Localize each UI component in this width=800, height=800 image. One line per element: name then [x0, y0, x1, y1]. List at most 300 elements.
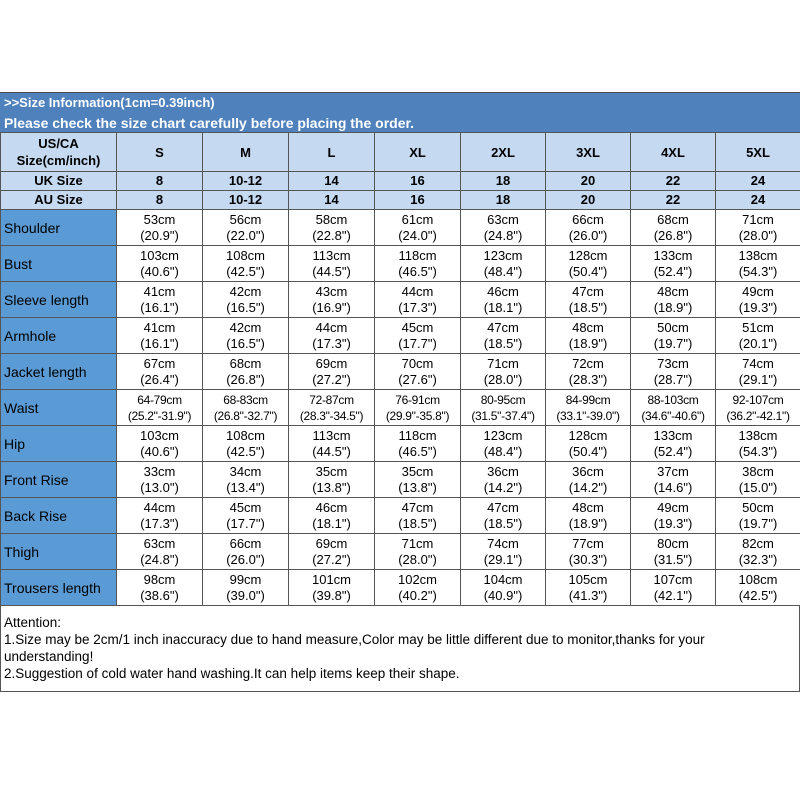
cm-value: 46cm	[315, 499, 348, 515]
measurement-cell	[716, 462, 800, 498]
au-size-cell: 16	[375, 191, 461, 210]
measurement-label: Bust	[1, 246, 117, 282]
inch-value: (42.5")	[226, 443, 265, 459]
measurement-cell	[716, 498, 800, 534]
us-size-header-line2: Size(cm/inch)	[16, 153, 101, 168]
us-size-header	[1, 133, 117, 172]
measurement-cell	[289, 210, 375, 246]
measurement-label: Jacket length	[1, 354, 117, 390]
measurement-cell	[375, 318, 461, 354]
inch-value: (18.1")	[312, 515, 351, 531]
measurement-cell	[461, 354, 546, 390]
cm-value: 105cm	[568, 571, 608, 587]
cm-value: 56cm	[229, 211, 262, 227]
cm-value: 76-91cm	[395, 392, 440, 407]
cm-value: 98cm	[143, 571, 176, 587]
inch-value: (54.3")	[738, 263, 778, 279]
cm-value: 108cm	[738, 571, 778, 587]
cm-value: 48cm	[572, 499, 604, 515]
measurement-cell	[203, 390, 289, 426]
inch-value: (28.7")	[653, 371, 693, 387]
inch-value: (31.5"-37.4")	[471, 408, 535, 423]
inch-value: (29.1")	[483, 551, 523, 567]
inch-value: (28.0")	[398, 551, 437, 567]
cm-value: 84-99cm	[565, 392, 611, 407]
measurement-cell	[289, 570, 375, 606]
measurement-label: Trousers length	[1, 570, 117, 606]
measurement-cell	[631, 462, 716, 498]
measurement-cell	[289, 282, 375, 318]
inch-value: (42.5")	[226, 263, 265, 279]
inch-value: (13.0")	[140, 479, 179, 495]
measurement-row	[1, 462, 800, 498]
measurement-cell	[375, 390, 461, 426]
inch-value: (39.0")	[226, 587, 265, 603]
cm-value: 123cm	[483, 247, 523, 263]
measurement-cell	[117, 246, 203, 282]
measurement-cell	[203, 570, 289, 606]
size-check-notice: Please check the size chart carefully before placing the order.	[4, 115, 415, 131]
us-size-cell: XL	[375, 133, 461, 172]
attention-title: Attention:	[4, 615, 62, 630]
inch-value: (17.7")	[398, 335, 437, 351]
cm-value: 71cm	[742, 211, 774, 227]
cm-value: 80-95cm	[480, 392, 526, 407]
inch-value: (27.6")	[398, 371, 437, 387]
inch-value: (20.1")	[738, 335, 778, 351]
cm-value: 41cm	[143, 283, 176, 299]
measurement-cell	[461, 210, 546, 246]
au-size-header: AU Size	[1, 191, 117, 210]
cm-value: 66cm	[572, 211, 604, 227]
cm-value: 41cm	[143, 319, 176, 335]
cm-value: 128cm	[568, 247, 608, 263]
attention-line-3: 2.Suggestion of cold water hand washing.It can help items keep their shape.	[4, 666, 460, 681]
cm-value: 77cm	[572, 535, 604, 551]
inch-value: (39.8")	[312, 587, 351, 603]
cm-value: 43cm	[315, 283, 348, 299]
measurement-row	[1, 570, 800, 606]
us-size-cell: M	[203, 133, 289, 172]
cm-value: 50cm	[657, 319, 689, 335]
measurement-cell	[716, 246, 800, 282]
cm-value: 35cm	[401, 463, 434, 479]
cm-value: 49cm	[742, 283, 774, 299]
cm-value: 49cm	[657, 499, 689, 515]
measurement-cell	[716, 318, 800, 354]
us-size-cell: 2XL	[461, 133, 546, 172]
cm-value: 42cm	[229, 283, 262, 299]
measurement-cell	[375, 426, 461, 462]
au-size-cell: 20	[546, 191, 631, 210]
measurement-cell	[289, 318, 375, 354]
inch-value: (26.8"-32.7")	[213, 408, 278, 423]
measurement-cell	[631, 570, 716, 606]
measurement-cell	[716, 390, 800, 426]
measurement-cell	[117, 390, 203, 426]
uk-size-cell: 20	[546, 172, 631, 191]
measurement-cell	[631, 354, 716, 390]
measurement-cell	[375, 462, 461, 498]
inch-value: (42.5")	[738, 587, 778, 603]
au-size-cell: 14	[289, 191, 375, 210]
inch-value: (16.5")	[226, 335, 265, 351]
uk-size-cell: 18	[461, 172, 546, 191]
measurement-row	[1, 354, 800, 390]
cm-value: 118cm	[398, 247, 437, 263]
measurement-cell	[203, 462, 289, 498]
inch-value: (24.8")	[140, 551, 179, 567]
measurement-cell	[716, 210, 800, 246]
measurement-row	[1, 426, 800, 462]
measurement-row	[1, 282, 800, 318]
measurement-cell	[716, 354, 800, 390]
measurement-cell	[375, 354, 461, 390]
measurement-label: Hip	[1, 426, 117, 462]
cm-value: 74cm	[742, 355, 774, 371]
measurement-cell	[117, 534, 203, 570]
measurement-cell	[716, 426, 800, 462]
cm-value: 101cm	[311, 571, 352, 587]
inch-value: (42.1")	[653, 587, 693, 603]
inch-value: (27.2")	[312, 551, 351, 567]
cm-value: 74cm	[487, 535, 519, 551]
inch-value: (26.0")	[226, 551, 265, 567]
us-size-header-line1: US/CA	[38, 136, 79, 151]
inch-value: (18.5")	[398, 515, 437, 531]
cm-value: 108cm	[225, 247, 266, 263]
cm-value: 42cm	[229, 319, 262, 335]
inch-value: (13.4")	[226, 479, 265, 495]
measurement-cell	[117, 462, 203, 498]
cm-value: 47cm	[487, 499, 519, 515]
cm-value: 68-83cm	[223, 392, 268, 407]
measurement-label: Shoulder	[1, 210, 117, 246]
measurement-cell	[117, 570, 203, 606]
measurement-cell	[546, 282, 631, 318]
measurement-row	[1, 390, 800, 426]
inch-value: (40.9")	[483, 587, 523, 603]
us-size-cell: L	[289, 133, 375, 172]
cm-value: 36cm	[572, 463, 604, 479]
measurement-cell	[203, 246, 289, 282]
inch-value: (27.2")	[312, 371, 351, 387]
measurement-cell	[289, 462, 375, 498]
inch-value: (34.6"-40.6")	[641, 408, 705, 423]
inch-value: (19.3")	[738, 299, 778, 315]
measurement-cell	[289, 246, 375, 282]
inch-value: (41.3")	[568, 587, 608, 603]
cm-value: 36cm	[487, 463, 519, 479]
cm-value: 61cm	[401, 211, 434, 227]
inch-value: (18.9")	[653, 299, 693, 315]
inch-value: (26.8")	[653, 227, 693, 243]
inch-value: (18.5")	[483, 515, 523, 531]
measurement-label: Sleeve length	[1, 282, 117, 318]
inch-value: (44.5")	[312, 263, 351, 279]
cm-value: 82cm	[742, 535, 774, 551]
cm-value: 47cm	[572, 283, 604, 299]
measurement-cell	[289, 354, 375, 390]
inch-value: (17.3")	[140, 515, 179, 531]
inch-value: (26.0")	[568, 227, 608, 243]
measurement-cell	[546, 246, 631, 282]
inch-value: (18.5")	[483, 335, 523, 351]
attention-line-1: 1.Size may be 2cm/1 inch inaccuracy due to hand measure,Color may be little different due to monitor,thanks for your	[4, 632, 705, 647]
cm-value: 44cm	[401, 283, 434, 299]
measurement-cell	[117, 318, 203, 354]
measurement-cell	[289, 426, 375, 462]
inch-value: (29.9"-35.8")	[385, 408, 450, 423]
size-chart	[0, 92, 800, 692]
inch-value: (50.4")	[568, 443, 608, 459]
uk-size-cell: 10-12	[203, 172, 289, 191]
measurement-label: Armhole	[1, 318, 117, 354]
measurement-cell	[203, 498, 289, 534]
measurement-cell	[117, 426, 203, 462]
inch-value: (54.3")	[738, 443, 778, 459]
inch-value: (28.0")	[483, 371, 523, 387]
inch-value: (25.2"-31.9")	[127, 408, 192, 423]
cm-value: 35cm	[315, 463, 348, 479]
measurement-cell	[461, 534, 546, 570]
cm-value: 64-79cm	[137, 392, 182, 407]
inch-value: (40.6")	[140, 263, 179, 279]
uk-size-header: UK Size	[1, 172, 117, 191]
measurement-cell	[461, 426, 546, 462]
measurement-cell	[117, 282, 203, 318]
measurement-cell	[203, 282, 289, 318]
cm-value: 113cm	[312, 247, 351, 263]
cm-value: 67cm	[143, 355, 176, 371]
measurement-cell	[546, 390, 631, 426]
us-size-row	[1, 133, 800, 172]
cm-value: 58cm	[315, 211, 348, 227]
measurement-cell	[546, 498, 631, 534]
cm-value: 63cm	[487, 211, 519, 227]
measurement-cell	[203, 354, 289, 390]
cm-value: 72-87cm	[309, 392, 354, 407]
cm-value: 51cm	[742, 319, 774, 335]
measurement-cell	[716, 570, 800, 606]
inch-value: (18.1")	[483, 299, 523, 315]
au-size-cell: 10-12	[203, 191, 289, 210]
cm-value: 53cm	[143, 211, 176, 227]
uk-size-row	[1, 172, 800, 191]
measurement-cell	[631, 534, 716, 570]
inch-value: (26.4")	[140, 371, 179, 387]
cm-value: 70cm	[401, 355, 434, 371]
inch-value: (40.2")	[398, 587, 437, 603]
inch-value: (48.4")	[483, 263, 523, 279]
cm-value: 69cm	[315, 535, 348, 551]
cm-value: 48cm	[657, 283, 689, 299]
measurement-cell	[546, 534, 631, 570]
inch-value: (18.5")	[568, 299, 608, 315]
cm-value: 45cm	[401, 319, 434, 335]
au-size-cell: 8	[117, 191, 203, 210]
measurement-cell	[546, 462, 631, 498]
cm-value: 108cm	[225, 427, 266, 443]
inch-value: (24.8")	[483, 227, 523, 243]
cm-value: 46cm	[487, 283, 519, 299]
uk-size-cell: 16	[375, 172, 461, 191]
measurement-cell	[289, 390, 375, 426]
cm-value: 103cm	[139, 427, 180, 443]
uk-size-cell: 22	[631, 172, 716, 191]
inch-value: (24.0")	[398, 227, 437, 243]
cm-value: 104cm	[483, 571, 523, 587]
measurement-row	[1, 534, 800, 570]
cm-value: 123cm	[483, 427, 523, 443]
inch-value: (48.4")	[483, 443, 523, 459]
measurement-cell	[375, 210, 461, 246]
measurement-cell	[117, 210, 203, 246]
cm-value: 38cm	[742, 463, 774, 479]
measurement-cell	[117, 498, 203, 534]
measurement-cell	[375, 570, 461, 606]
inch-value: (33.1"-39.0")	[556, 408, 620, 423]
au-size-cell: 24	[716, 191, 800, 210]
cm-value: 102cm	[397, 571, 438, 587]
cm-value: 138cm	[738, 427, 778, 443]
cm-value: 133cm	[653, 247, 693, 263]
cm-value: 103cm	[139, 247, 180, 263]
cm-value: 47cm	[487, 319, 519, 335]
measurement-cell	[631, 498, 716, 534]
measurement-cell	[631, 210, 716, 246]
size-info-title: >>Size Information(1cm=0.39inch)	[4, 95, 215, 110]
inch-value: (19.3")	[653, 515, 693, 531]
inch-value: (18.9")	[568, 515, 608, 531]
inch-value: (28.3")	[568, 371, 608, 387]
inch-value: (14.6")	[653, 479, 693, 495]
cm-value: 107cm	[653, 571, 693, 587]
cm-value: 88-103cm	[647, 392, 699, 407]
inch-value: (16.1")	[140, 299, 179, 315]
uk-size-cell: 14	[289, 172, 375, 191]
us-size-cell: 5XL	[716, 133, 800, 172]
measurement-cell	[461, 282, 546, 318]
inch-value: (13.8")	[312, 479, 351, 495]
attention-line-2: understanding!	[4, 649, 94, 664]
cm-value: 48cm	[572, 319, 604, 335]
inch-value: (29.1")	[738, 371, 778, 387]
uk-size-cell: 8	[117, 172, 203, 191]
inch-value: (50.4")	[568, 263, 608, 279]
measurement-cell	[631, 318, 716, 354]
cm-value: 73cm	[657, 355, 689, 371]
inch-value: (14.2")	[568, 479, 608, 495]
cm-value: 33cm	[143, 463, 176, 479]
measurement-cell	[546, 426, 631, 462]
inch-value: (46.5")	[398, 263, 437, 279]
measurement-cell	[203, 426, 289, 462]
measurement-cell	[631, 390, 716, 426]
inch-value: (14.2")	[483, 479, 523, 495]
inch-value: (20.9")	[140, 227, 179, 243]
inch-value: (46.5")	[398, 443, 437, 459]
measurement-row	[1, 210, 800, 246]
au-size-cell: 22	[631, 191, 716, 210]
attention-note	[0, 606, 800, 692]
cm-value: 80cm	[657, 535, 689, 551]
measurement-label: Waist	[1, 390, 117, 426]
measurement-cell	[631, 282, 716, 318]
measurement-cell	[461, 246, 546, 282]
inch-value: (19.7")	[653, 335, 693, 351]
cm-value: 34cm	[229, 463, 262, 479]
measurement-row	[1, 318, 800, 354]
inch-value: (22.8")	[312, 227, 351, 243]
measurement-cell	[461, 318, 546, 354]
cm-value: 63cm	[143, 535, 176, 551]
inch-value: (40.6")	[140, 443, 179, 459]
measurement-cell	[461, 498, 546, 534]
au-size-row	[1, 191, 800, 210]
inch-value: (18.9")	[568, 335, 608, 351]
inch-value: (52.4")	[653, 263, 693, 279]
inch-value: (26.8")	[226, 371, 265, 387]
inch-value: (44.5")	[312, 443, 351, 459]
measurement-cell	[631, 246, 716, 282]
measurement-cell	[461, 570, 546, 606]
measurement-cell	[375, 282, 461, 318]
measurement-cell	[375, 246, 461, 282]
cm-value: 92-107cm	[732, 392, 784, 407]
size-info-banner	[0, 92, 800, 132]
measurement-cell	[203, 534, 289, 570]
measurement-cell	[375, 498, 461, 534]
measurement-cell	[546, 570, 631, 606]
size-table	[0, 132, 800, 606]
cm-value: 133cm	[653, 427, 693, 443]
cm-value: 113cm	[312, 427, 351, 443]
inch-value: (31.5")	[653, 551, 693, 567]
inch-value: (16.1")	[140, 335, 179, 351]
cm-value: 37cm	[657, 463, 689, 479]
inch-value: (38.6")	[140, 587, 179, 603]
inch-value: (22.0")	[226, 227, 265, 243]
measurement-cell	[546, 318, 631, 354]
measurement-cell	[546, 354, 631, 390]
cm-value: 47cm	[401, 499, 434, 515]
measurement-cell	[461, 390, 546, 426]
measurement-cell	[716, 282, 800, 318]
measurement-label: Thigh	[1, 534, 117, 570]
cm-value: 118cm	[398, 427, 437, 443]
inch-value: (30.3")	[568, 551, 608, 567]
inch-value: (36.2"-42.1")	[726, 408, 790, 423]
measurement-cell	[203, 318, 289, 354]
cm-value: 69cm	[315, 355, 348, 371]
cm-value: 72cm	[572, 355, 604, 371]
cm-value: 66cm	[229, 535, 262, 551]
inch-value: (52.4")	[653, 443, 693, 459]
inch-value: (17.3")	[398, 299, 437, 315]
inch-value: (28.3"-34.5")	[299, 408, 364, 423]
measurement-cell	[546, 210, 631, 246]
inch-value: (17.3")	[312, 335, 351, 351]
cm-value: 71cm	[487, 355, 519, 371]
cm-value: 44cm	[315, 319, 348, 335]
measurement-label: Back Rise	[1, 498, 117, 534]
measurement-cell	[117, 354, 203, 390]
inch-value: (13.8")	[398, 479, 437, 495]
inch-value: (16.5")	[226, 299, 265, 315]
au-size-cell: 18	[461, 191, 546, 210]
measurement-cell	[631, 426, 716, 462]
